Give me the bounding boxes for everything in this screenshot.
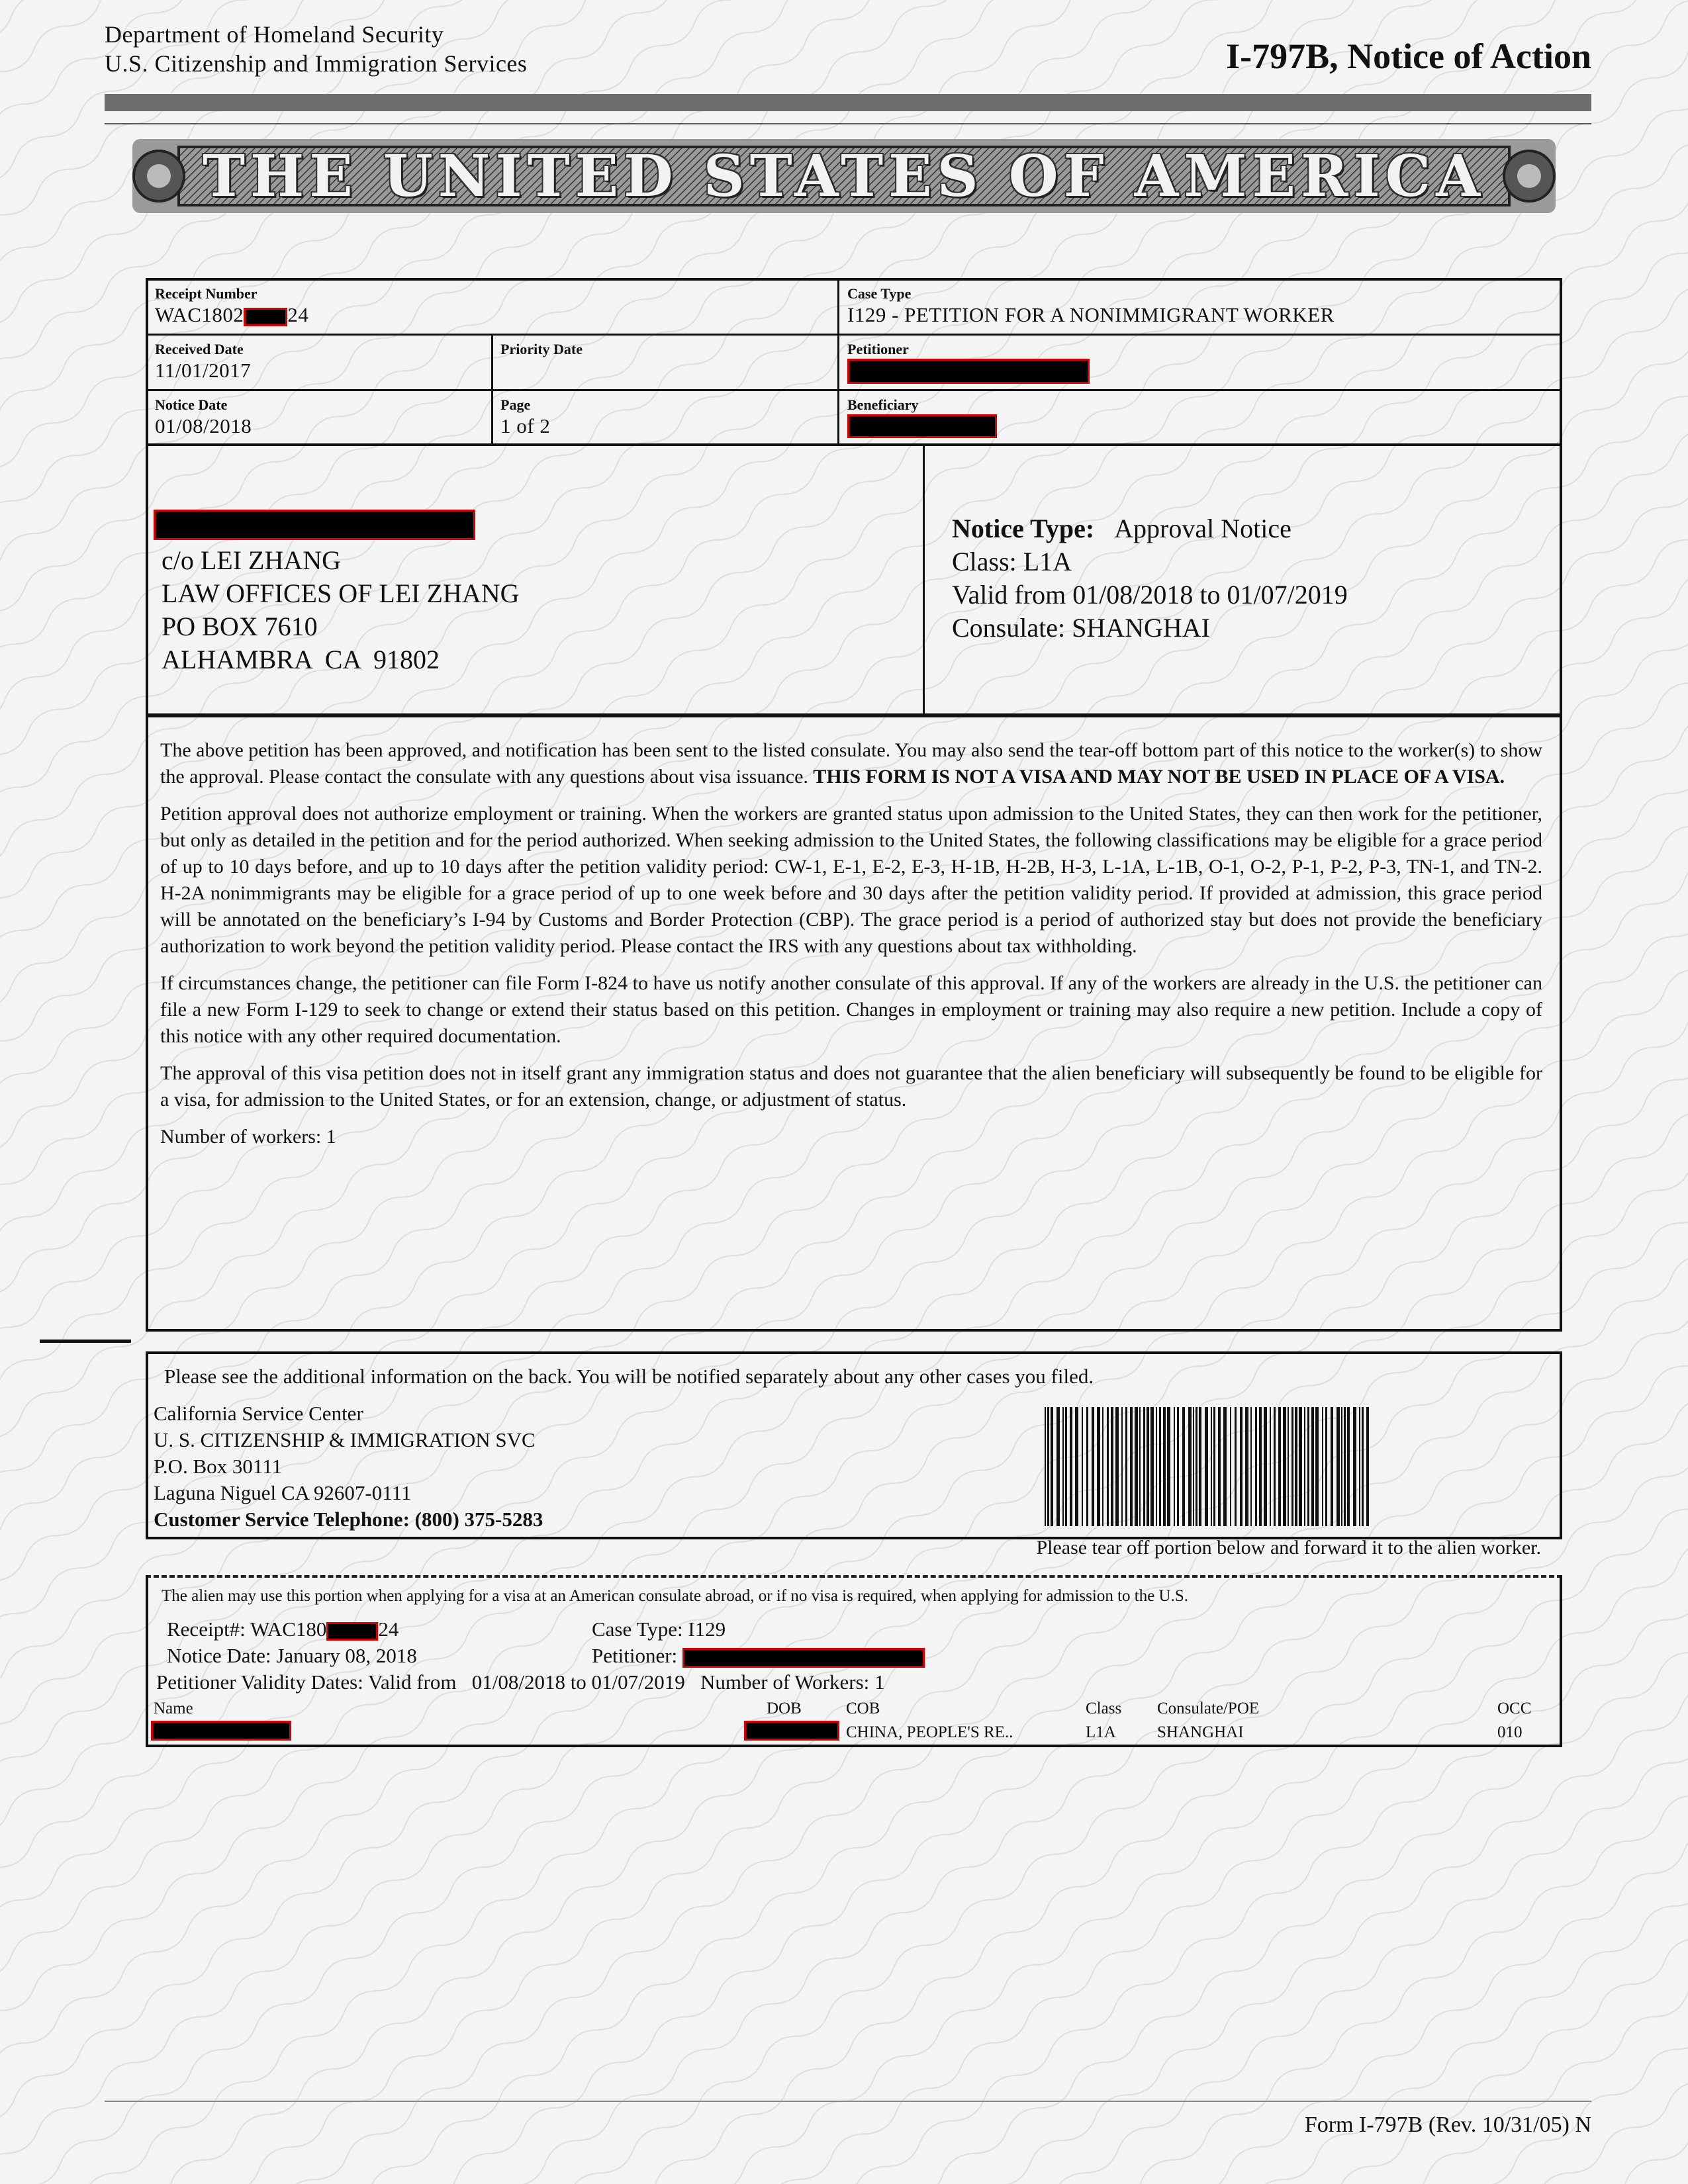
mailing-address [162,544,520,676]
petitioner-label: Petitioner [847,341,909,357]
body-paragraph-1-text: The above petition has been approved, and notification has been sent to the listed consulate. You may also send the tear-off bottom part of this notice to the worker(s) to show the approval. Please contact the consulate with any questions about visa issuance. [160,739,1542,788]
footer-divider [105,2101,1591,2102]
body-paragraph-1 [160,737,1542,790]
banner-text: THE UNITED STATES OF AMERICA [203,142,1485,210]
tear-dob-redacted [744,1721,839,1741]
agency-name [105,20,527,78]
tear-notice-date: Notice Date: January 08, 2018 [167,1644,417,1667]
redaction-block [151,1721,291,1741]
beneficiary-cell [841,392,1556,442]
service-center-address [154,1400,543,1533]
page-label: Page [500,396,531,413]
notice-summary [952,512,1348,645]
tear-validity [156,1669,885,1696]
address-line-4: ALHAMBRA CA 91802 [162,645,440,674]
header-divider-line [105,123,1591,124]
tear-petitioner-label: Petitioner: [592,1644,678,1667]
body-paragraph-4: The approval of this visa petition does not in itself grant any immigration status and does not guarantee that the alien beneficiary will subsequently be found to be eligible for a visa, for admission to the United States, or for an extension, change, or adjustment of status. [160,1062,1542,1111]
case-info-divider [146,334,1562,336]
header-divider-bar [105,94,1591,111]
agency-line-1: Department of Homeland Security [105,21,444,48]
tear-occ-value: 010 [1497,1723,1523,1741]
petitioner-cell [841,336,1556,388]
notice-date-value: 01/08/2018 [155,414,252,437]
notice-consulate: Consulate: SHANGHAI [952,613,1210,643]
notice-class: Class: L1A [952,547,1072,576]
tear-name-redacted [151,1721,291,1741]
redaction-block [154,510,475,540]
redaction-block [326,1622,378,1641]
col-name-header: Name [154,1700,193,1717]
tear-cob-value: CHINA, PEOPLE'S RE.. [846,1723,1013,1741]
col-cob-header: COB [846,1700,880,1717]
tear-box-bottom [146,1745,1562,1747]
col-class-header: Class [1086,1700,1122,1717]
not-a-visa-warning: THIS FORM IS NOT A VISA AND MAY NOT BE USED IN PLACE OF A VISA. [813,766,1505,788]
case-type-cell [841,281,1556,331]
tear-class-value: L1A [1086,1723,1116,1741]
tear-box-left [146,1575,148,1747]
notice-type-row [952,512,1348,545]
case-info-divider [837,278,839,446]
body-paragraph-3: If circumstances change, the petitioner can file Form I-824 to have us notify another consulate of this approval. If any of the workers are already in the U.S. the petitioner can file a new Form I-129 to seek to change or extend their status based on this petition. Changes in employment or training may also require a new petition. Include a copy of this notice with any other required documentation. [160,972,1542,1047]
additional-info-note: Please see the additional information on the back. You will be notified separately about any other cases you filed. [164,1365,1094,1388]
tear-off-instruction: Please tear off portion below and forward it to the alien worker. [1036,1537,1541,1559]
col-consulate-header: Consulate/POE [1157,1700,1260,1717]
notice-validity: Valid from 01/08/2018 to 01/07/2019 [952,580,1348,610]
receipt-number-cell [148,281,837,331]
redaction-block [847,359,1090,384]
tear-case-type: Case Type: I129 [592,1617,726,1641]
beneficiary-label: Beneficiary [847,396,919,413]
col-dob-header: DOB [767,1700,802,1717]
service-line-2: U. S. CITIZENSHIP & IMMIGRATION SVC [154,1428,536,1451]
body-text [160,737,1542,1161]
page-cell [494,392,831,442]
form-revision: Form I-797B (Rev. 10/31/05) N [1304,2113,1591,2137]
tear-receipt [167,1616,399,1643]
received-date-value: 11/01/2017 [155,359,252,382]
service-line-1: California Service Center [154,1402,363,1425]
address-line-3: PO BOX 7610 [162,612,318,641]
received-date-label: Received Date [155,341,244,357]
receipt-number-value [155,303,830,327]
tear-line [146,1575,1562,1578]
tear-receipt-suffix: 24 [378,1617,399,1641]
notice-date-label: Notice Date [155,396,228,413]
case-type-label: Case Type [847,285,912,302]
tear-petitioner [592,1643,925,1669]
tear-receipt-prefix: Receipt#: WAC180 [167,1617,327,1641]
redaction-block [682,1648,925,1668]
tear-box-right [1560,1575,1562,1747]
number-of-workers: Number of workers: 1 [160,1126,336,1148]
usa-banner [132,135,1556,217]
recipient-name-redacted [154,510,475,540]
received-date-cell [148,336,486,387]
tear-validity-label: Petitioner Validity Dates: Valid from [156,1670,457,1694]
service-line-4: Laguna Niguel CA 92607-0111 [154,1481,412,1504]
priority-date-cell [494,336,831,363]
form-title: I-797B, Notice of Action [1226,36,1591,76]
redaction-block [744,1721,839,1741]
receipt-number-prefix: WAC1802 [155,303,244,326]
redaction-block [847,414,997,438]
address-line-1: c/o LEI ZHANG [162,545,342,575]
notice-type-value: Approval Notice [1114,514,1291,543]
agency-line-2: U.S. Citizenship and Immigration Services [105,50,528,77]
address-notice-divider [923,443,925,716]
case-info-divider [146,389,1562,391]
receipt-number-suffix: 24 [287,303,309,326]
notice-type-label: Notice Type: [952,514,1095,543]
redaction-block [244,308,287,326]
service-line-3: P.O. Box 30111 [154,1455,283,1478]
body-paragraph-2: Petition approval does not authorize employment or training. When the workers are granted status upon admission to the United States, they can then work for the petitioner, but only as detailed in the petition and for the period authorized. When seeking admission to the United States, the following classifications may be eligible for a grace period of up to 10 days before, and up to 10 days after the petition validity period: CW-1, E-1, E-2, E-3, H-1B, H-2B, H-3, L-1A, L-1B, O-1, O-2, P-1, P-2, P-3, TN-1, and TN-2. H-2A nonimmigrants may be eligible for a grace period of up to one week before and 30 days after the petition validity period. If provided at admission, this grace period will be annotated on the beneficiary’s I-94 by Customs and Border Protection (CBP). The grace period is a period of authorized stay but does not provide the beneficiary authorization to work beyond the petition validity period. Please contact the IRS with any questions about tax withholding. [160,803,1542,957]
tear-workers: Number of Workers: 1 [700,1670,885,1694]
col-occ-header: OCC [1497,1700,1532,1717]
receipt-number-label: Receipt Number [155,285,258,302]
tear-off-intro: The alien may use this portion when applying for a visa at an American consulate abroad, or if no visa is required, when applying for admission to the U.S. [162,1587,1189,1605]
tear-consulate-value: SHANGHAI [1157,1723,1244,1741]
page-value: 1 of 2 [500,414,551,437]
fold-mark [40,1340,131,1343]
notice-date-cell [148,392,486,442]
barcode [1045,1407,1370,1526]
tear-validity-value: 01/08/2018 to 01/07/2019 [471,1670,685,1694]
customer-service-phone: Customer Service Telephone: (800) 375-5283 [154,1508,543,1531]
priority-date-label: Priority Date [500,341,583,357]
case-type-value: I129 - PETITION FOR A NONIMMIGRANT WORKER [847,303,1335,326]
address-line-2: LAW OFFICES OF LEI ZHANG [162,578,520,608]
